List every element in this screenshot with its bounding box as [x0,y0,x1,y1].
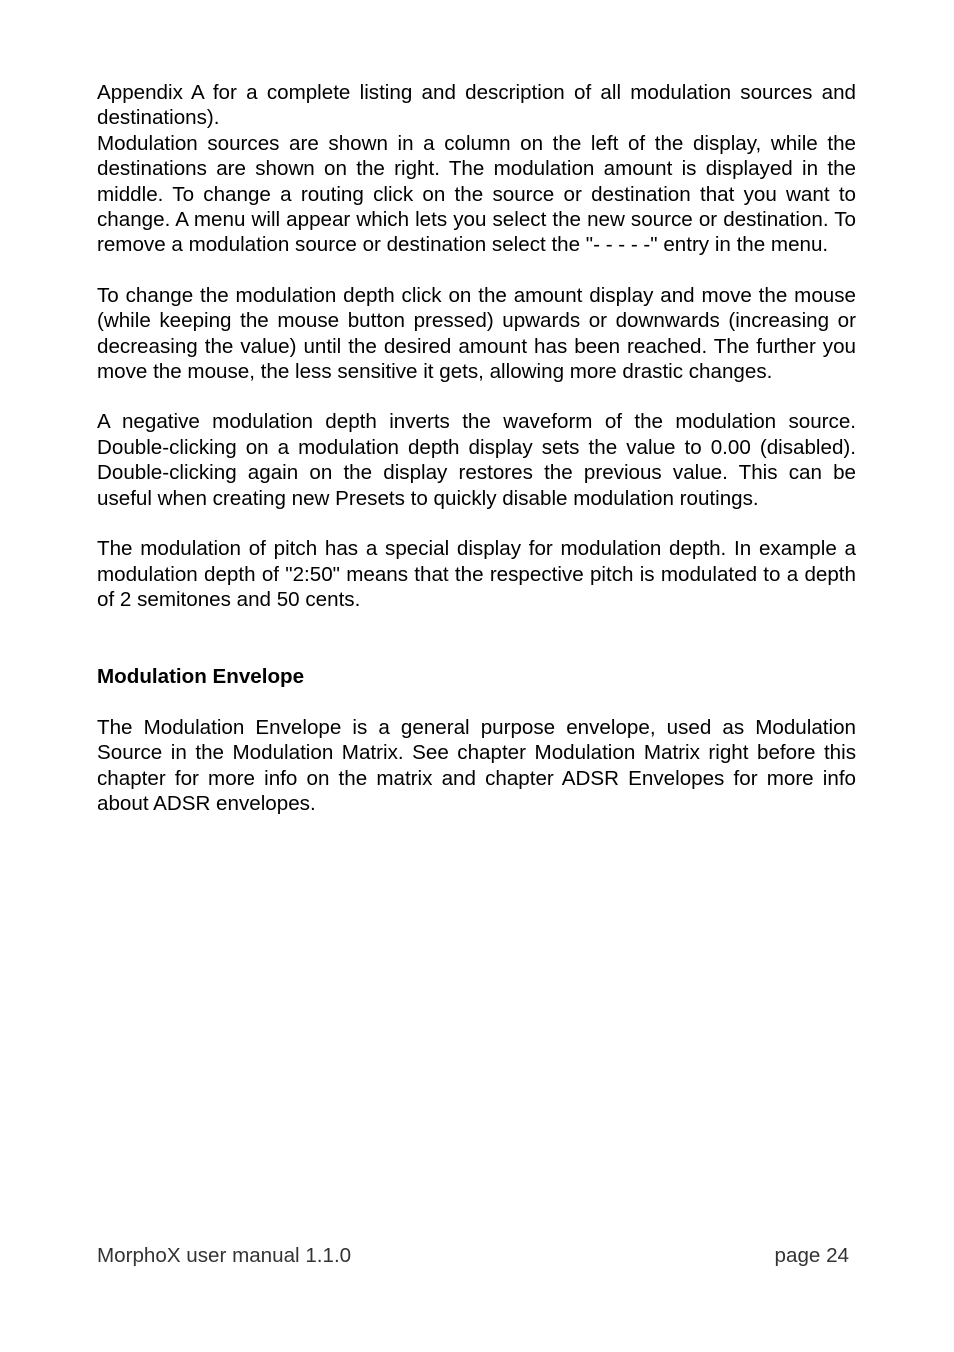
section-heading: Modulation Envelope [97,665,305,689]
paragraph-appendix-reference: Appendix A for a complete listing and description of all modulation sources and destinations). [97,81,856,130]
page-footer [97,1243,849,1268]
paragraph-modulation-sources: Modulation sources are shown in a column on the left of the display, while the destinations are shown on the right. The modulation amount is displayed in the middle. To change a routing click on the source or destination that you want to change. A menu will appear which lets you select the new source or destination. To remove a modulation source or destination select the "- - - - -" entry in the menu. [97,131,856,257]
paragraph-pitch-modulation: The modulation of pitch has a special display for modulation depth. In example a modulation depth of "2:50" means that the respective pitch is modulated to a depth of 2 semitones and 50 cents. [97,537,856,611]
paragraph-spacer [97,258,856,283]
paragraph-spacer [97,690,856,715]
paragraph-spacer [97,511,856,536]
paragraph-negative-depth: A negative modulation depth inverts the waveform of the modulation source. Double-clicking on a modulation depth display sets the value to 0.00 (disabled). Double-clicking again on the display restores the previous value. This can be useful when creating new Presets to quickly disable modulation routings. [97,410,856,510]
paragraph-spacer [97,384,856,409]
paragraph-modulation-depth: To change the modulation depth click on the amount display and move the mouse (while keeping the mouse button pressed) upwards or downwards (increasing or decreasing the value) until the desired amount has been reached. The further you move the mouse, the less sensitive it gets, allowing more drastic changes. [97,283,856,384]
footer-page-number: page 24 [774,1244,849,1267]
paragraph-modulation-envelope: The Modulation Envelope is a general purpose envelope, used as Modulation Source in the Modulation Matrix. See chapter Modulation Matrix right before this chapter for more info on the matrix and chapter ADSR Envelopes for more info about ADSR envelopes. [97,715,856,815]
section-spacer [97,612,856,664]
page-content [97,80,856,816]
footer-document-title: MorphoX user manual 1.1.0 [97,1244,352,1267]
